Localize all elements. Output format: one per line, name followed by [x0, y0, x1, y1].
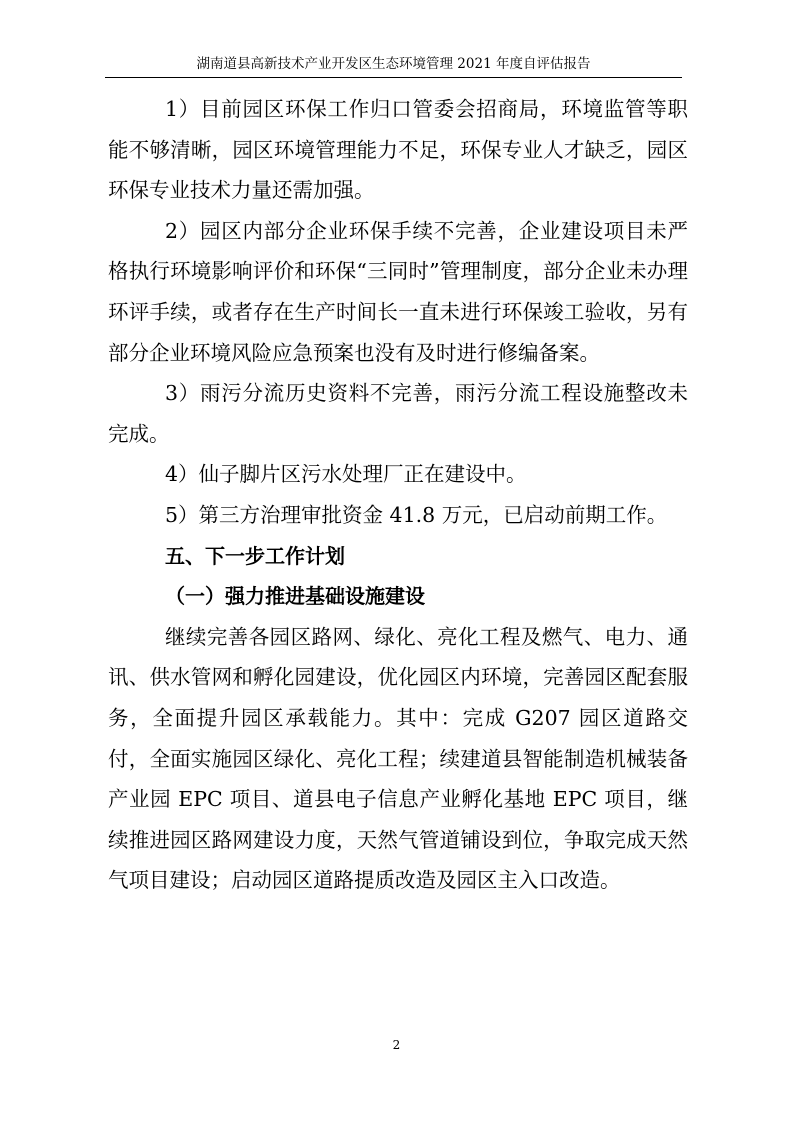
- issue-paragraph-3: 3）雨污分流历史资料不完善，雨污分流工程设施整改未完成。: [108, 381, 688, 446]
- plan-paragraph: 继续完善各园区路网、绿化、亮化工程及燃气、电力、通讯、供水管网和孵化园建设，优化园区内环境，完善园区配套服务，全面提升园区承载能力。其中：完成 G207 园区道路交付，全面实施园区绿化、亮化工程；续建道县智能制造机械装备产业园 EPC 项目、道县电子信息产业孵化基地 EPC 项目，继续推进园区路网建设力度，天然气管道铺设到位，争取完成天然气项目建设；启动园区道路提质改造及园区主入口改造。: [108, 624, 688, 893]
- page-body: [108, 89, 688, 901]
- section-heading: 五、下一步工作计划: [165, 543, 345, 568]
- page-number: 2: [392, 1038, 401, 1052]
- header-divider: [105, 77, 682, 78]
- issue-paragraph-1: 1）目前园区环保工作归口管委会招商局，环境监管等职能不够清晰，园区环境管理能力不足，环保专业人才缺乏，园区环保专业技术力量还需加强。: [108, 97, 688, 203]
- issue-paragraph-2: 2）园区内部分企业环保手续不完善，企业建设项目未严格执行环境影响评价和环保“三同时”管理制度，部分企业未办理环评手续，或者存在生产时间长一直未进行环保竣工验收，另有部分企业环境风险应急预案也没有及时进行修编备案。: [108, 218, 688, 365]
- running-header: 湖南道县高新技术产业开发区生态环境管理 2021 年度自评估报告: [196, 56, 591, 72]
- issue-paragraph-4: 4）仙子脚片区污水处理厂正在建设中。: [165, 462, 527, 487]
- subsection-heading: （一）强力推进基础设施建设: [165, 584, 425, 609]
- issue-paragraph-5: 5）第三方治理审批资金 41.8 万元，已启动前期工作。: [165, 502, 668, 527]
